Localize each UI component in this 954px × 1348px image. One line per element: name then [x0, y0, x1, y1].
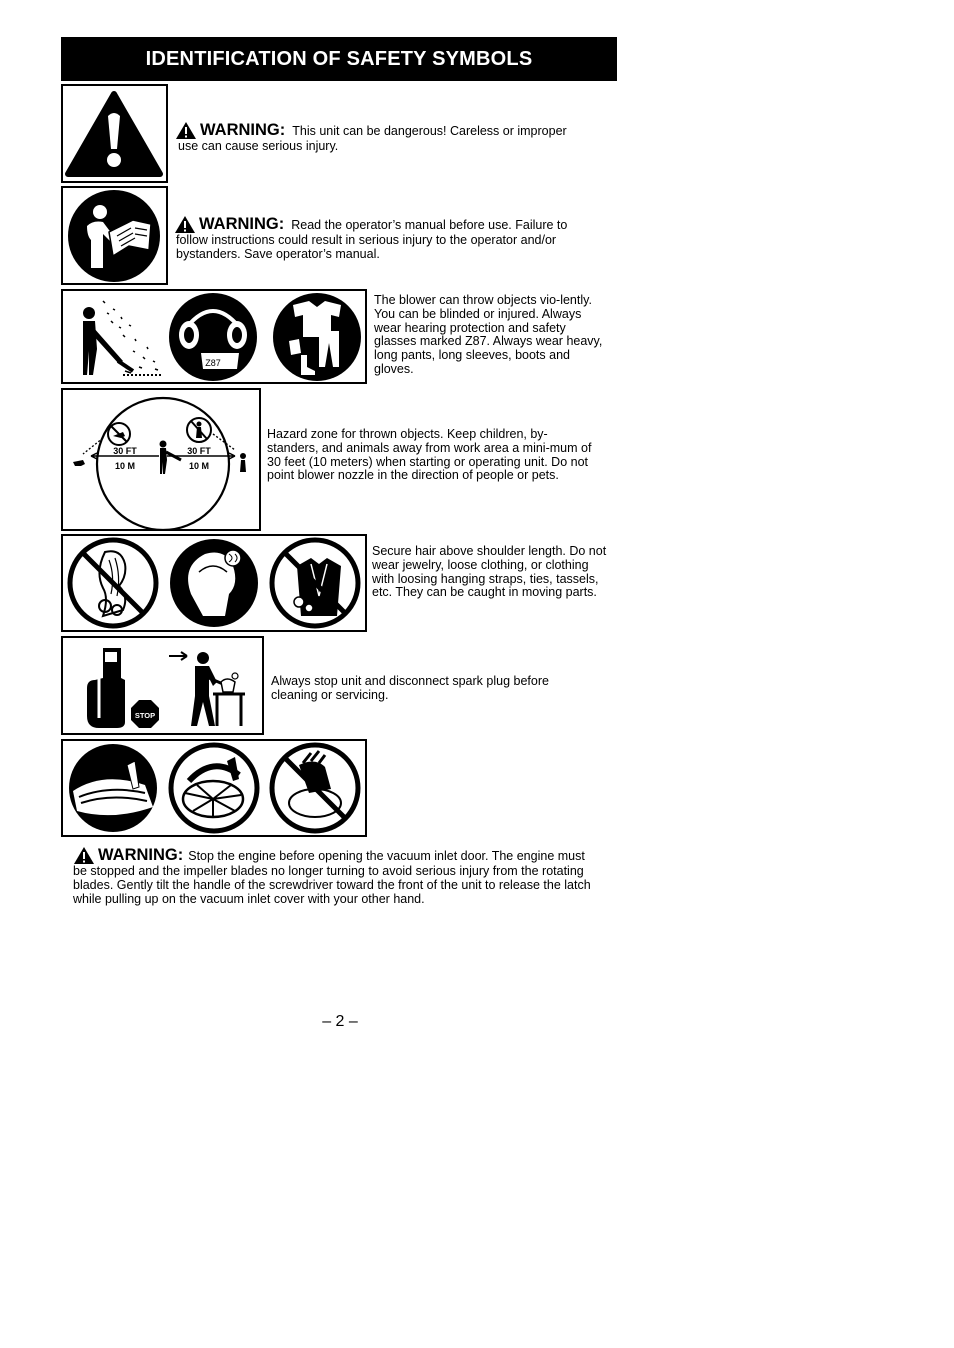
- vacuum-inlet-icon: [69, 744, 157, 832]
- distance-left-ft: 30 FT: [113, 446, 137, 456]
- hair-clothing-panel: [61, 534, 367, 632]
- servicing-panel: [61, 636, 264, 735]
- page-title: IDENTIFICATION OF SAFETY SYMBOLS: [61, 37, 617, 81]
- spark-plug-icon: [87, 648, 125, 728]
- thrown-objects-icon: [83, 301, 161, 375]
- warning-triangle-icon: [174, 215, 196, 234]
- warning-block-1: WARNING: This unit can be dangerous! Careless or improper use can cause serious injury.: [175, 121, 615, 154]
- warning-triangle-icon: [175, 121, 197, 140]
- distance-left-m: 10 M: [114, 461, 136, 471]
- no-loose-hair-icon: [70, 540, 156, 626]
- stop-sign-icon: [131, 700, 159, 728]
- z87-label: Z87: [205, 358, 221, 368]
- vacuum-inlet-panel: [61, 739, 367, 837]
- read-manual-icon: [61, 186, 168, 285]
- distance-right-m: 10 M: [188, 461, 210, 471]
- stop-label: STOP: [134, 711, 156, 720]
- warning-block-bottom: WARNING: Stop the engine before opening the vacuum inlet door. The engine must be stopped and the impeller blades no longer turning to avoid serious injury from the rotating blades. Gently tilt the handle of the screwdriver toward the front of the unit to release the latch while pulling up on the vacuum inlet cover with your other hand.: [73, 846, 591, 906]
- servicing-icon: [169, 652, 245, 726]
- page-number: – 2 –: [322, 1013, 358, 1030]
- impeller-icon: [171, 745, 257, 831]
- warning-label: WARNING:: [200, 121, 286, 139]
- no-loose-clothing-icon: [272, 540, 358, 626]
- warning-triangle-icon: [73, 846, 95, 865]
- warning-block-2: WARNING: Read the operator’s manual before use. Failure to follow instructions could result in serious injury to the operator and/or bystanders. Save operator’s manual.: [176, 215, 568, 261]
- distance-right-ft: 30 FT: [187, 446, 211, 456]
- exclamation-triangle-icon: [61, 84, 168, 183]
- hazard-zone-icon: [61, 388, 261, 531]
- secure-hair-icon: [170, 539, 258, 627]
- protective-clothing-icon: [273, 293, 361, 381]
- no-hand-in-inlet-icon: [272, 745, 358, 831]
- hearing-eye-protection-icon: [169, 293, 257, 381]
- warning-label: WARNING:: [199, 215, 285, 233]
- protective-gear-panel: [61, 289, 367, 384]
- warning-label: WARNING:: [98, 846, 184, 864]
